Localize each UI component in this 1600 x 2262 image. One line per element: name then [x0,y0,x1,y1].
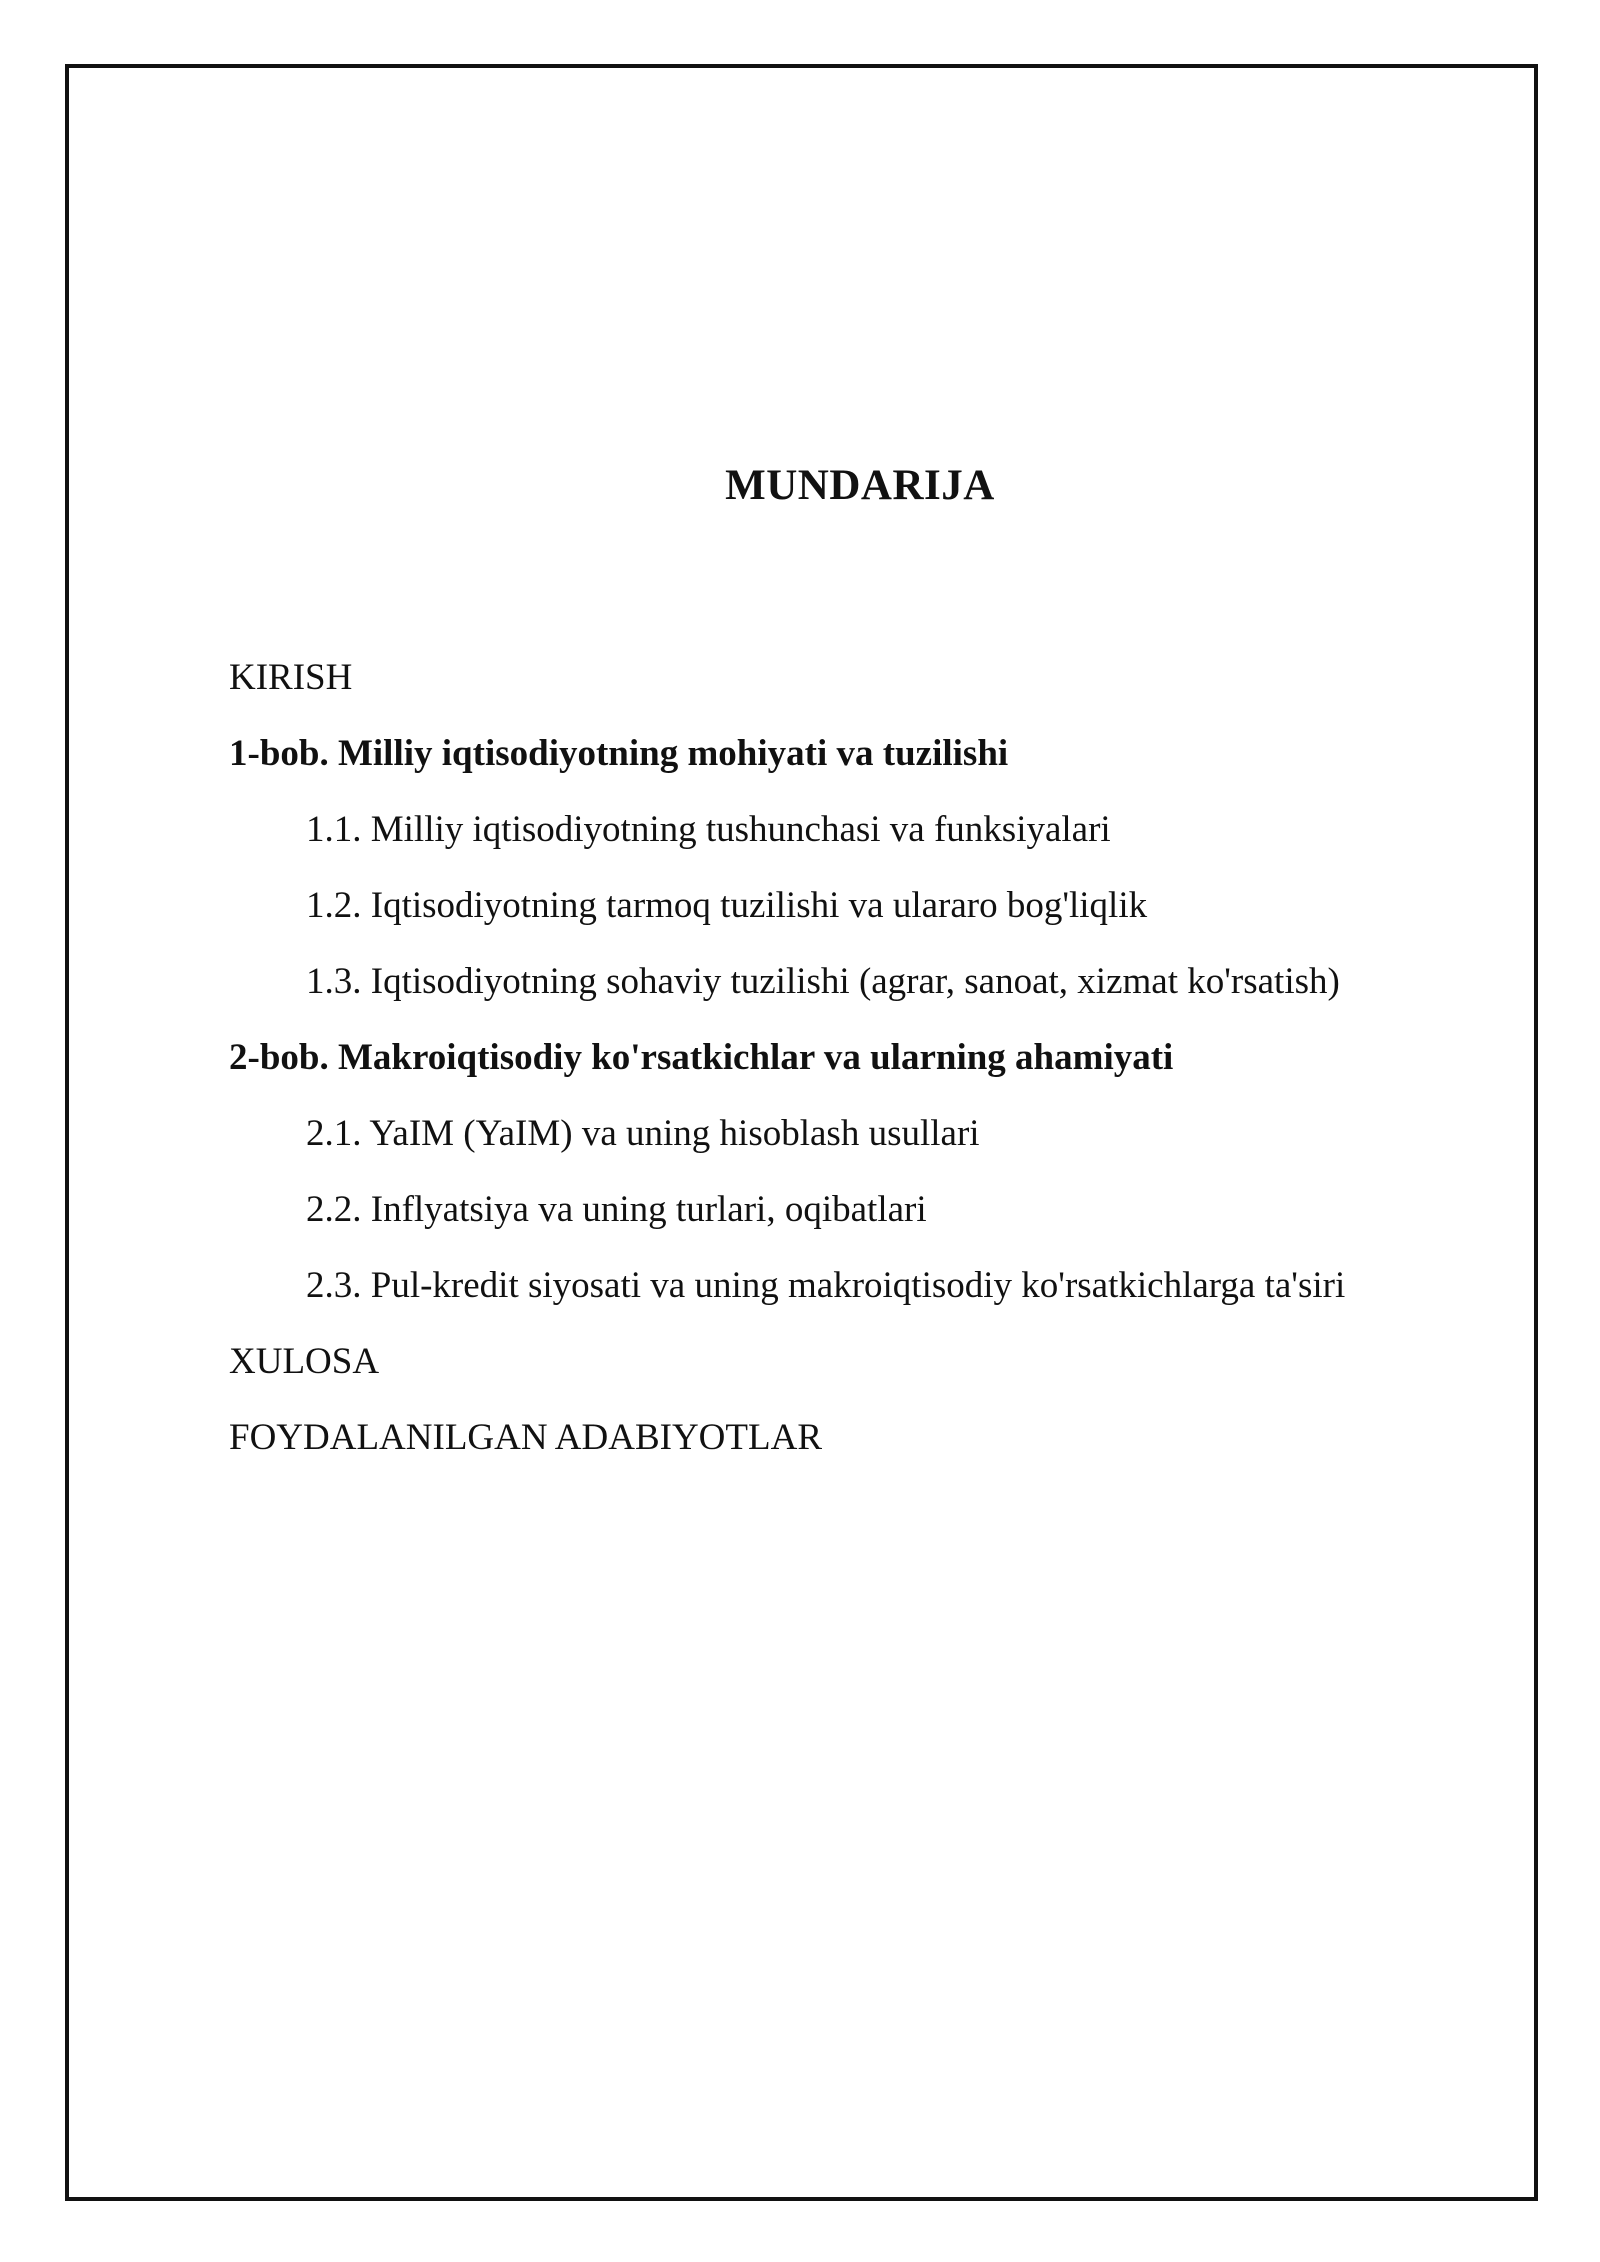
toc-entry-section-1-2: 1.2. Iqtisodiyotning tarmoq tuzilishi va ulararo bog'liqlik [306,885,1148,926]
toc-entry-chapter-2: 2-bob. Makroiqtisodiy ko'rsatkichlar va ularning ahamiyati [229,1037,1174,1078]
document-title: MUNDARIJA [725,462,995,509]
toc-entry-references: FOYDALANILGAN ADABIYOTLAR [229,1417,822,1458]
toc-entry-section-2-2: 2.2. Inflyatsiya va uning turlari, oqibatlari [306,1189,927,1230]
toc-entry-introduction: KIRISH [229,657,353,698]
toc-entry-section-1-3: 1.3. Iqtisodiyotning sohaviy tuzilishi (agrar, sanoat, xizmat ko'rsatish) [306,961,1340,1002]
table-of-contents [229,640,1469,1476]
toc-entry-chapter-1: 1-bob. Milliy iqtisodiyotning mohiyati va tuzilishi [229,733,1009,774]
toc-entry-section-2-1: 2.1. YaIM (YaIM) va uning hisoblash usullari [306,1113,980,1154]
toc-entry-conclusion: XULOSA [229,1341,380,1382]
toc-entry-section-1-1: 1.1. Milliy iqtisodiyotning tushunchasi va funksiyalari [306,809,1111,850]
toc-entry-section-2-3: 2.3. Pul-kredit siyosati va uning makroiqtisodiy ko'rsatkichlarga ta'siri [306,1265,1346,1306]
